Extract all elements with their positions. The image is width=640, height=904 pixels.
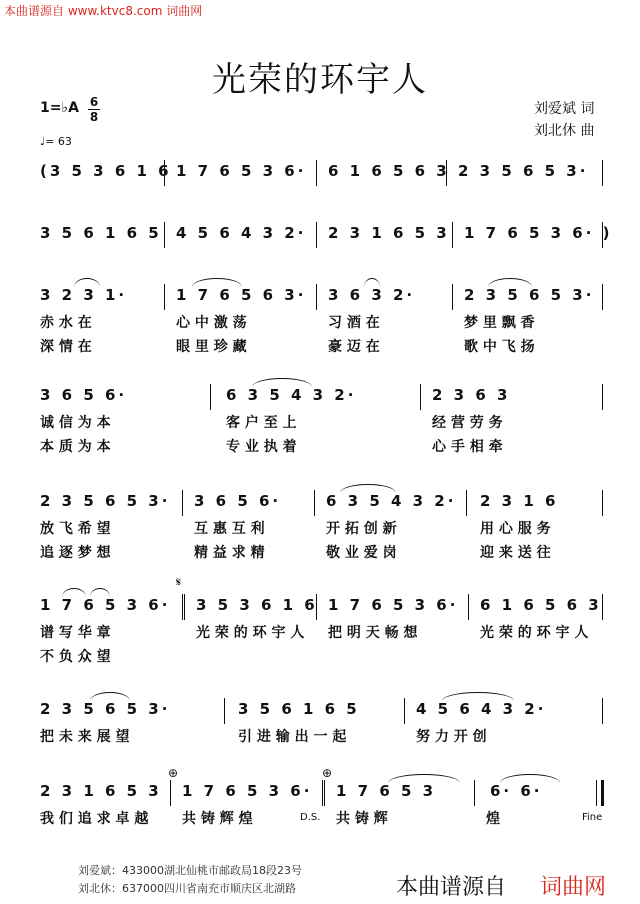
segno-sign: 𝄋 <box>176 575 182 589</box>
lyric-line-6 <box>36 542 608 562</box>
dal-segno-mark: D.S. <box>300 812 321 823</box>
measure: 2 3 5 6 5 3· <box>458 162 589 180</box>
lyric-line-4 <box>36 436 608 456</box>
footer-lyricist-address: 刘爱斌：433000湖北仙桃市邮政局18段23号 <box>78 864 302 877</box>
footer-brand: 本曲谱源自 <box>396 875 507 900</box>
lyric: 光 荣 的 环 宇 人 <box>480 625 589 641</box>
composer-credit: 刘北休 曲 <box>534 123 595 139</box>
lyric: 共 铸 辉 <box>336 811 388 827</box>
lyric: 努 力 开 创 <box>416 729 487 745</box>
measure: 6· 6· <box>490 782 543 800</box>
lyric: 不 负 众 望 <box>40 649 111 665</box>
measure: (3 5 3 6 1 6 <box>40 162 172 180</box>
measure: 1 7 6 5 3 6· <box>40 596 171 614</box>
key-signature: 1=♭A <box>40 100 79 116</box>
lyric: 开 拓 创 新 <box>326 521 397 537</box>
measure: 3 6 3 2· <box>328 286 416 304</box>
time-signature-bottom: 8 <box>89 110 99 124</box>
measure: 1 7 6 5 6 3· <box>176 286 307 304</box>
watermark-header: 本曲谱源自 www.ktvc8.com 词曲网 <box>4 4 203 18</box>
lyric: 心 中 激 荡 <box>176 315 247 331</box>
lyric-line-3 <box>36 412 608 432</box>
lyric: 梦 里 飘 香 <box>464 315 535 331</box>
measure: 1 7 6 5 3 <box>336 782 437 800</box>
lyricist-credit: 刘爱斌 词 <box>534 101 595 117</box>
lyric: 赤 水 在 <box>40 315 92 331</box>
lyric: 引 进 输 出 一 起 <box>238 729 347 745</box>
lyric: 歌 中 飞 扬 <box>464 339 535 355</box>
lyric: 心 手 相 牵 <box>432 439 503 455</box>
lyric: 煌 <box>486 811 500 827</box>
measure: 6 1 6 5 6 3 <box>328 162 450 180</box>
measure: 3 5 6 1 6 5 <box>40 224 162 242</box>
measure: 2 3 1 6 <box>480 492 559 510</box>
lyric-line-1 <box>36 312 608 332</box>
measure: 3 5 6 1 6 5 <box>238 700 360 718</box>
lyric: 迎 来 送 往 <box>480 545 551 561</box>
measure: 2 3 5 6 5 3· <box>40 700 171 718</box>
measure: 4 5 6 4 3 2· <box>416 700 547 718</box>
lyric: 本 质 为 本 <box>40 439 111 455</box>
lyric-line-10 <box>36 808 608 828</box>
lyric: 放 飞 希 望 <box>40 521 111 537</box>
lyric: 深 情 在 <box>40 339 92 355</box>
lyric-line-9 <box>36 726 608 746</box>
lyric: 敬 业 爱 岗 <box>326 545 397 561</box>
lyric: 经 营 劳 务 <box>432 415 503 431</box>
coda-sign: ⊕ <box>168 766 179 780</box>
measure: 6 1 6 5 6 3 <box>480 596 602 614</box>
measure: 6 3 5 4 3 2· <box>326 492 457 510</box>
measure: 2 3 1 6 5 3 <box>328 224 450 242</box>
lyric-line-5 <box>36 518 608 538</box>
lyric-line-7 <box>36 622 608 642</box>
lyric: 谱 写 华 章 <box>40 625 111 641</box>
lyric-line-2 <box>36 336 608 356</box>
measure: 3 6 5 6· <box>194 492 282 510</box>
measure: 4 5 6 4 3 2· <box>176 224 307 242</box>
lyric: 共 铸 辉 煌 <box>182 811 253 827</box>
lyric: 眼 里 珍 藏 <box>176 339 247 355</box>
coda-sign: ⊕ <box>322 766 333 780</box>
measure: 3 2 3 1· <box>40 286 128 304</box>
lyric: 光 荣 的 环 宇 人 <box>196 625 305 641</box>
footer-brand-site: 词曲网 <box>540 875 607 900</box>
measure: 2 3 1 6 5 3 <box>40 782 162 800</box>
lyric: 豪 迈 在 <box>328 339 380 355</box>
lyric: 互 惠 互 利 <box>194 521 265 537</box>
time-signature <box>88 96 100 123</box>
measure: 1 7 6 5 3 6· <box>328 596 459 614</box>
measure: 6 3 5 4 3 2· <box>226 386 357 404</box>
tempo-marking: ♩= 63 <box>40 135 72 148</box>
lyric: 把 未 来 展 望 <box>40 729 130 745</box>
measure: 2 3 5 6 5 3· <box>464 286 595 304</box>
staff-system-2 <box>36 224 613 254</box>
footer-composer-address: 刘北休：637000四川省南充市顺庆区北湖路 <box>78 882 296 895</box>
measure: 1 7 6 5 3 6· <box>176 162 307 180</box>
lyric: 专 业 执 着 <box>226 439 297 455</box>
lyric: 用 心 服 务 <box>480 521 551 537</box>
measure: 3 6 5 6· <box>40 386 128 404</box>
lyric: 诚 信 为 本 <box>40 415 111 431</box>
measure: 1 7 6 5 3 6· <box>182 782 313 800</box>
staff-system-1 <box>36 162 608 192</box>
measure: 1 7 6 5 3 6· ) <box>464 224 613 242</box>
lyric-line-8 <box>36 646 608 666</box>
lyric: 客 户 至 上 <box>226 415 297 431</box>
measure: 2 3 5 6 5 3· <box>40 492 171 510</box>
measure: 2 3 6 3 <box>432 386 511 404</box>
fine-mark: Fine <box>582 812 603 823</box>
song-title: 光荣的环宇人 <box>212 60 428 100</box>
time-signature-top: 6 <box>89 95 99 109</box>
lyric: 精 益 求 精 <box>194 545 265 561</box>
measure: 3 5 3 6 1 6 <box>196 596 318 614</box>
lyric: 习 酒 在 <box>328 315 380 331</box>
lyric: 我 们 追 求 卓 越 <box>40 811 149 827</box>
lyric: 把 明 天 畅 想 <box>328 625 418 641</box>
lyric: 追 逐 梦 想 <box>40 545 111 561</box>
